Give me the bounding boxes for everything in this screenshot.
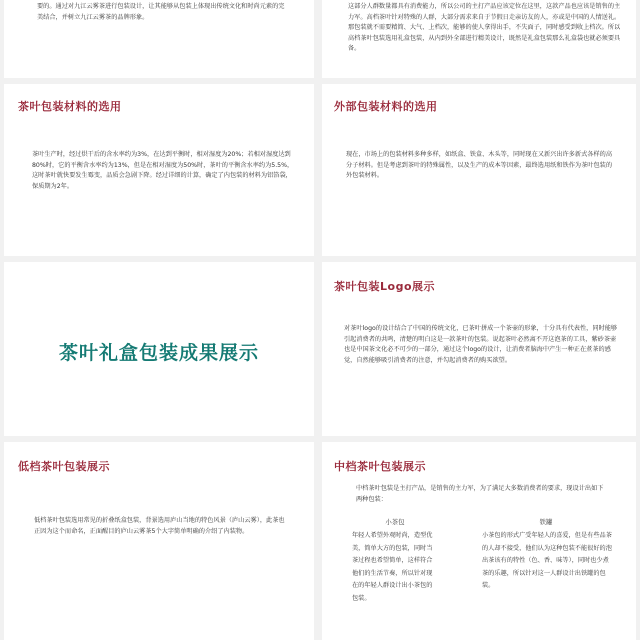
slide-card-6 [322, 262, 636, 436]
slide-8-col1-heading: 小茶包 [385, 518, 405, 526]
slide-6-text: 对茶叶logo的设计结合了中国的传统文化，已茶叶拼成一个茶壶的形象，十分具有代表性，同时能够引起消费者的共鸣，清楚的明白这是一款茶叶的包装。说起茶叶必然离不开这泡茶的工具，紫砂茶壶也是中国茶文化必不可少的一部分，通过这个logo的设计，让消费者脑海中产生一种正在煮茶的感觉，自然能够吸引消费者的注意，并勾起消费者的购买欲望。 [344, 325, 618, 364]
slide-card-7 [4, 442, 314, 640]
slide-7-title: 低档茶叶包装展示 [18, 460, 110, 473]
slide-2-text: 这部分人群数量都具有消费能力，所以公司的主打产品应该定位在这里，这款产品也应该是销售的主力军。高档茶叶针对特殊的人群，大部分需求来自于节假日走亲访友的人，亦或是中国的人情送礼。那包装就不需要精简、大气、上档次，能够的使人拿得出手，不失面子，同时感受到收上档次。所以高档茶叶包装选用礼盒包装，从内到外全部进行精美设计，既然是礼盒包装那么礼盒袋也就必须要具备。 [348, 3, 621, 52]
slide-3-text: 茶叶生产时，经过烘干后的含水率约为3%，在达到平衡时，相对湿度为20%；若相对湿度达到80%时，它的平衡含水率约为13%，但是在相对湿度为50%时，茶叶的平衡含水率约为5.5%，这时茶叶就快要发生霉变，品质会急剧下降。经过详细的计算，确定了内包装的材料为铝箔袋，保质期为2年。 [32, 151, 294, 190]
slide-5-title: 茶叶礼盒包装成果展示 [58, 342, 259, 364]
slide-8-col1-text: 年轻人希望外观时尚，造型优美，简单大方的包装，同时当茶过程也希望简单，这样符合他们的生活节奏，所以针对现在的年轻人群设计出小茶包的包装。 [352, 532, 433, 602]
slide-4-text: 现在，市场上的包装材料多种多样，如纸盒、铁盒、木头等，同时现在又新兴出许多新式各样的高分子材料。但是考虑到茶叶的特殊属性，以及生产的成本等因素，最终选用纸和铁作为茶叶包装的外包装材料。 [346, 151, 613, 179]
slide-card-4 [322, 84, 636, 256]
slide-card-3 [4, 84, 314, 256]
slide-card-8 [322, 442, 636, 640]
slide-3-title: 茶叶包装材料的选用 [18, 100, 122, 113]
slide-6-title: 茶叶包装Logo展示 [334, 280, 435, 293]
slide-7-text: 低档茶叶包装选用常见的折叠纸盒包装，背景选用庐山当地的特色风景（庐山云雾），此茶也正因为这个而命名，正面醒目的庐山云雾茶5个大字简单明确的介绍了内装物。 [34, 517, 285, 535]
slide-4-title: 外部包装材料的选用 [334, 100, 438, 113]
slide-8-col2-text: 小茶包的形式广受年轻人的喜爱，但是有些品茶的人却不接受，他们认为这种包装不能很好的泡出茶该有的特性（色、香、味等），同时也少煮茶的乐趣，所以针对这一人群设计出铁罐的包装。 [482, 532, 612, 589]
slide-card-5 [4, 262, 314, 436]
slide-card-1 [4, 0, 314, 78]
slide-8-intro: 中档茶叶包装是主打产品，是销售的主力军，为了满足大多数消费者的要求，现设计出如下两种包装： [356, 485, 604, 503]
slide-1-text: 要的。通过对九江云雾茶进行包装设计，让其能够从包装上体现出传统文化和时尚元素的完美结合，并树立九江云雾茶的品牌形象。 [37, 3, 285, 21]
slide-8-col2-heading: 铁罐 [539, 518, 553, 526]
slide-8-title: 中档茶叶包装展示 [334, 460, 426, 473]
slide-card-2 [322, 0, 636, 78]
